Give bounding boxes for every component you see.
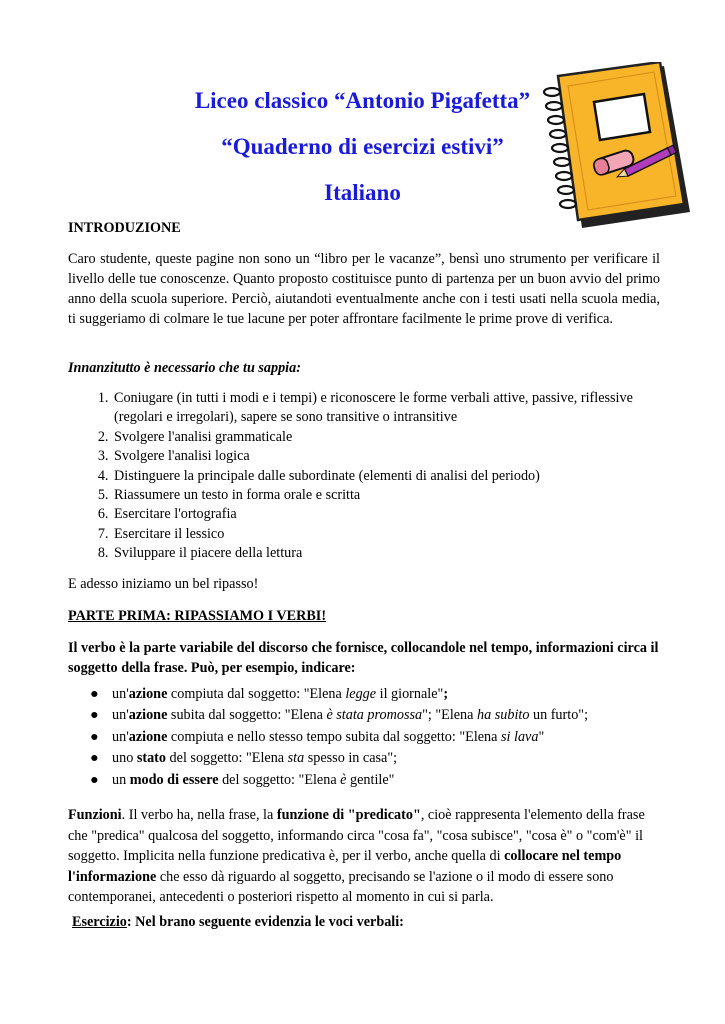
list-item: 4. Distinguere la principale dalle subordinate (elementi di analisi del periodo) [112, 467, 664, 486]
intro-heading: INTRODUZIONE [68, 220, 181, 236]
verb-bullet-list [68, 684, 664, 791]
functions-paragraph: Funzioni. Il verbo ha, nella frase, la funzione di "predicato", cioè rappresenta l'elemento della frase che "predica" qualcosa del soggetto, informando circa "cosa fa", "cosa subisce", "cosa è" o "com'è" il soggetto. Implicita nella funzione predicativa è, per il verbo, anche quella di collocare nel tempo l'informazione che esso dà riguardo al soggetto, precisando se l'azione o il modo di essere sono contemporanei, antecedenti o posteriori rispetto al momento in cui si parla. [68, 807, 645, 905]
list-item: 6. Esercitare l'ortografia [112, 505, 664, 524]
workbook-title: “Quaderno di esercizi estivi” [221, 134, 504, 159]
exercise-label: Esercizio [72, 914, 127, 930]
list-item: ● un'azione compiuta e nello stesso tempo subita dal soggetto: "Elena si lava" [90, 728, 545, 745]
exercise-line [72, 912, 664, 932]
requirements-heading: Innanzitutto è necessario che tu sappia: [68, 360, 301, 376]
verb-definition: Il verbo è la parte variabile del discorso che fornisce, collocandole nel tempo, informazioni circa il soggetto della frase. Può, per esempio, indicare: [68, 640, 659, 676]
notebook-illustration [532, 62, 692, 232]
list-item: ● un'azione compiuta dal soggetto: "Elena legge il giornale"; [90, 686, 449, 702]
subject-title: Italiano [324, 180, 401, 205]
part1-heading [68, 606, 660, 626]
list-item: 5. Riassumere un testo in forma orale e scritta [112, 486, 664, 505]
closing-line: E adesso iniziamo un bel ripasso! [68, 576, 259, 592]
list-item: 8. Sviluppare il piacere della lettura [112, 544, 664, 563]
exercise-instruction: : Nel brano seguente evidenzia le voci verbali: [126, 914, 404, 930]
functions-label: Funzioni [68, 807, 122, 823]
part1-heading-text: PARTE PRIMA: RIPASSIAMO I VERBI! [68, 608, 327, 624]
intro-paragraph: Caro studente, queste pagine non sono un “libro per le vacanze”, bensì uno strumento per verificare il livello delle tue conoscenze. Quanto proposto costituisce punto di partenza per un buon avvio del primo anno della scuola superiore. Perciò, aiutandoti eventualmente anche con i testi usati nella scuola media, ti suggeriamo di colmare le tue lacune per poter affrontare facilmente le prime prove di verifica. [68, 251, 660, 327]
list-item: ● un modo di essere del soggetto: "Elena è gentile" [90, 771, 395, 788]
list-item: ● uno stato del soggetto: "Elena sta spesso in casa"; [90, 750, 398, 767]
list-item: 2. Svolgere l'analisi grammaticale [112, 428, 664, 447]
list-item: 1. Coniugare (in tutti i modi e i tempi) e riconoscere le forme verbali attive, passive, riflessive (regolari e irregolari), sapere se sono transitive o intransitive [112, 389, 664, 428]
list-item: 7. Esercitare il lessico [112, 525, 664, 544]
requirements-list [68, 389, 664, 564]
list-item: ● un'azione subita dal soggetto: "Elena è stata promossa"; "Elena ha subito un furto"; [90, 707, 589, 724]
list-item: 3. Svolgere l'analisi logica [112, 447, 664, 466]
school-title: Liceo classico “Antonio Pigafetta” [194, 88, 531, 113]
